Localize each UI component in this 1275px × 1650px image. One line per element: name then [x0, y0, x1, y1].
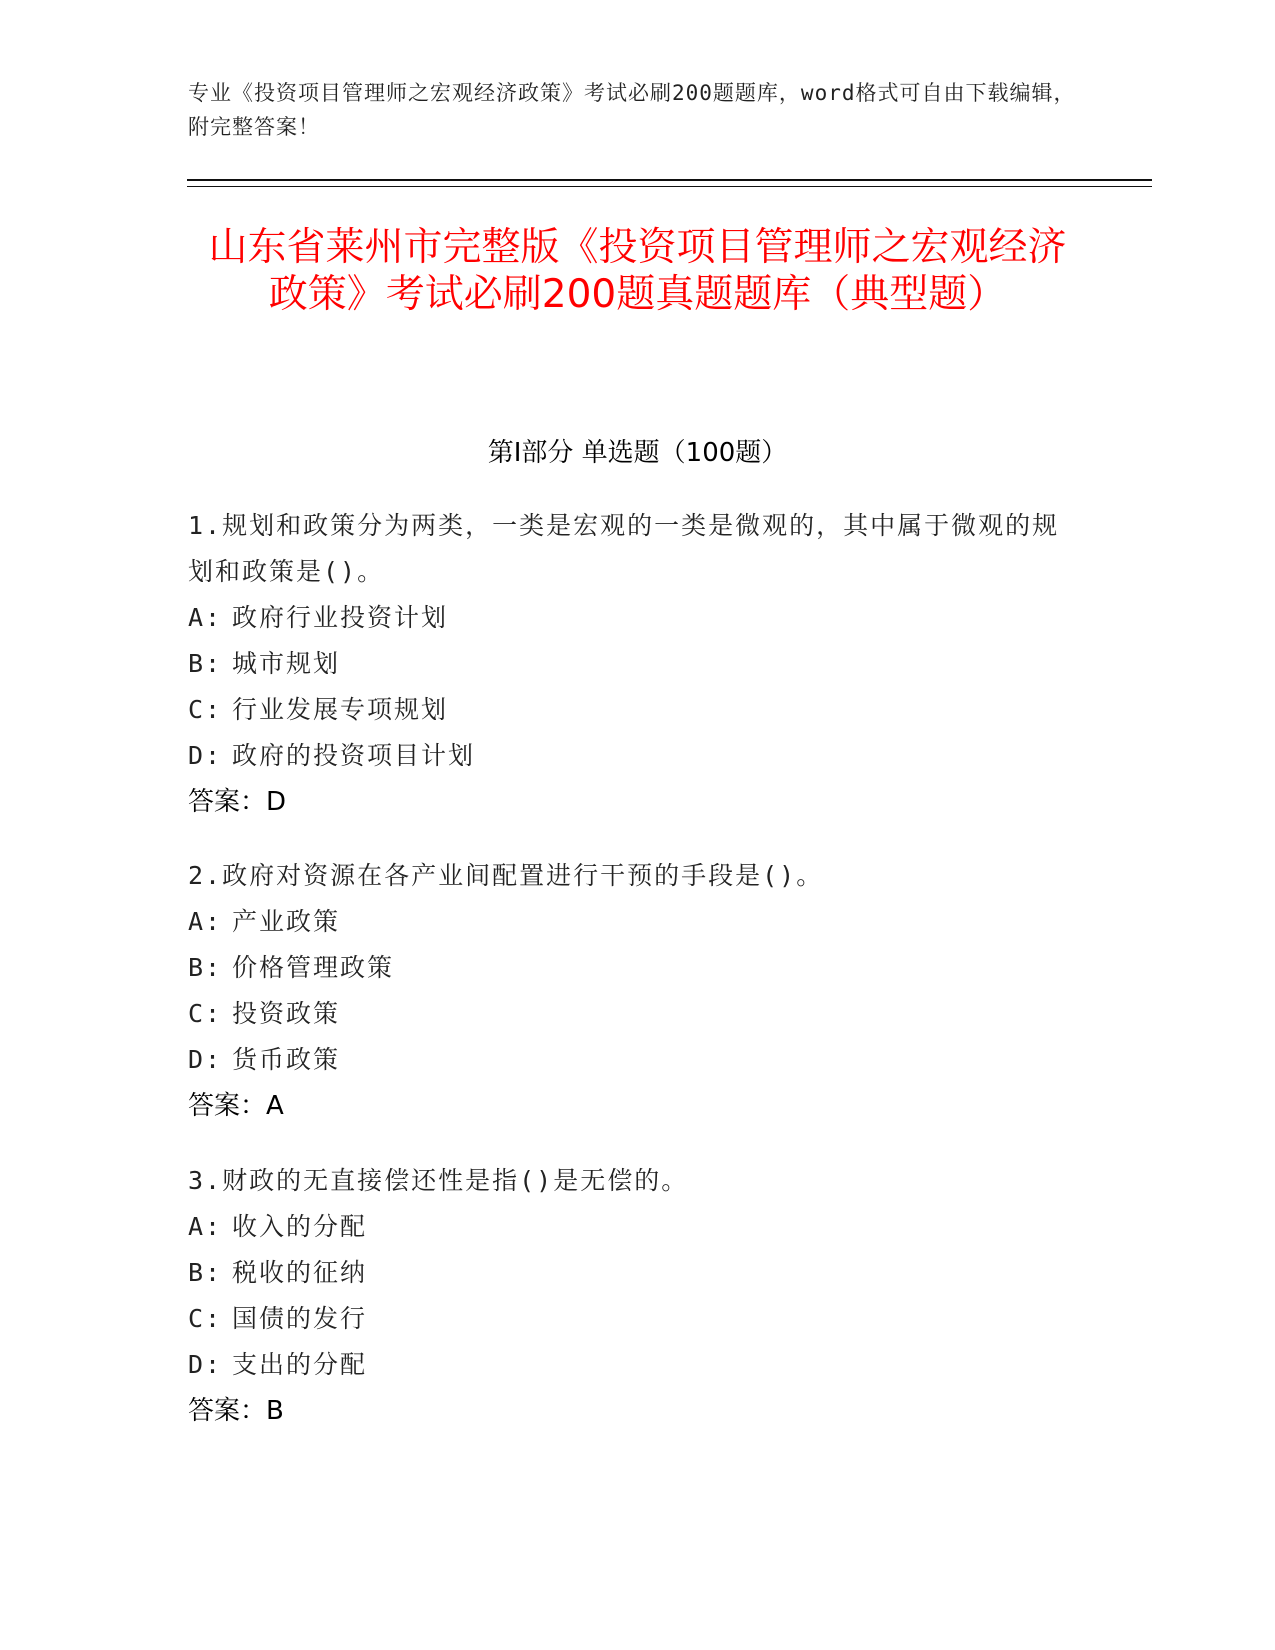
option-letter: A:	[188, 1212, 223, 1241]
option-text: 价格管理政策	[232, 953, 395, 982]
option-letter: D:	[188, 1350, 223, 1379]
option-letter: B:	[188, 1258, 223, 1287]
option-c	[188, 687, 1068, 733]
option-text: 货币政策	[232, 1045, 341, 1074]
option-letter: D:	[188, 741, 223, 770]
option-b	[188, 1250, 1068, 1296]
option-d	[188, 1342, 1068, 1388]
option-letter: C:	[188, 695, 223, 724]
answer: 答案：B	[188, 1396, 284, 1426]
option-text: 收入的分配	[232, 1212, 368, 1241]
option-b	[188, 945, 1068, 991]
option-text: 政府的投资项目计划	[232, 741, 476, 770]
option-text: 投资政策	[232, 999, 341, 1028]
question-stem: 3.财政的无直接偿还性是指()是无偿的。	[188, 1166, 689, 1195]
option-a	[188, 1204, 1068, 1250]
section-title: 第I部分 单选题（100题）	[487, 438, 788, 468]
question-2	[188, 853, 1068, 1129]
header-divider-thin	[187, 186, 1152, 187]
document-title: 山东省莱州市完整版《投资项目管理师之宏观经济政策》考试必刷200题真题题库（典型题）	[208, 225, 1067, 317]
answer: 答案：A	[188, 1091, 284, 1121]
option-text: 产业政策	[232, 907, 341, 936]
question-stem: 1.规划和政策分为两类，一类是宏观的一类是微观的，其中属于微观的规划和政策是()。	[188, 511, 1060, 586]
header-note: 专业《投资项目管理师之宏观经济政策》考试必刷200题题库，word格式可自由下载编辑，附完整答案！	[188, 81, 1076, 139]
option-letter: C:	[188, 1304, 223, 1333]
option-text: 支出的分配	[232, 1350, 368, 1379]
option-b	[188, 641, 1068, 687]
option-text: 国债的发行	[232, 1304, 368, 1333]
option-text: 政府行业投资计划	[232, 603, 449, 632]
option-c	[188, 1296, 1068, 1342]
question-3	[188, 1158, 1068, 1434]
answer: 答案：D	[188, 787, 287, 817]
option-text: 行业发展专项规划	[232, 695, 449, 724]
option-letter: B:	[188, 953, 223, 982]
option-a	[188, 595, 1068, 641]
question-stem: 2.政府对资源在各产业间配置进行干预的手段是()。	[188, 861, 824, 890]
option-letter: A:	[188, 907, 223, 936]
option-d	[188, 733, 1068, 779]
option-letter: A:	[188, 603, 223, 632]
option-c	[188, 991, 1068, 1037]
question-1	[188, 503, 1068, 825]
header-divider-thick	[187, 179, 1152, 181]
option-letter: D:	[188, 1045, 223, 1074]
option-text: 城市规划	[232, 649, 341, 678]
option-letter: C:	[188, 999, 223, 1028]
option-letter: B:	[188, 649, 223, 678]
option-a	[188, 899, 1068, 945]
option-d	[188, 1037, 1068, 1083]
option-text: 税收的征纳	[232, 1258, 368, 1287]
